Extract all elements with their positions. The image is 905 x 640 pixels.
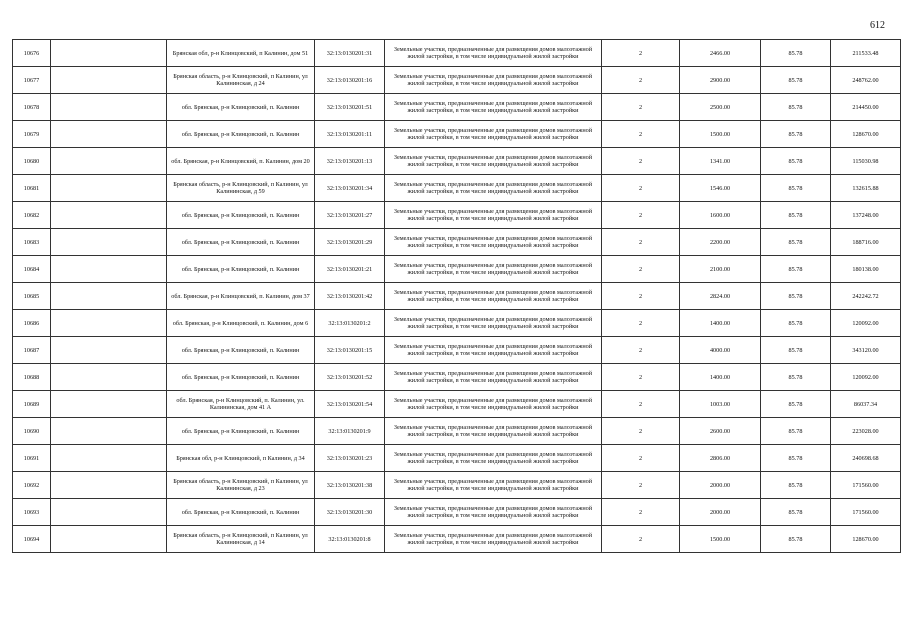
- area-cell: 2500.00: [680, 94, 761, 121]
- empty-cell: [51, 175, 167, 202]
- rate-cell: 85.78: [761, 391, 831, 418]
- row-number: 10682: [13, 202, 51, 229]
- empty-cell: [51, 94, 167, 121]
- table-row: [13, 499, 901, 526]
- table-row: [13, 526, 901, 553]
- table-row: [13, 121, 901, 148]
- cadastral-number-cell: 32:13:0130201:8: [315, 526, 385, 553]
- description-cell: Земельные участки, предназначенные для размещения домов малоэтажной жилой застройки, в том числе индивидуальной жилой застройки: [385, 148, 602, 175]
- row-number: 10677: [13, 67, 51, 94]
- table-row: [13, 445, 901, 472]
- row-number: 10686: [13, 310, 51, 337]
- table-row: [13, 40, 901, 67]
- empty-cell: [51, 418, 167, 445]
- empty-cell: [51, 202, 167, 229]
- row-number: 10679: [13, 121, 51, 148]
- description-cell: Земельные участки, предназначенные для размещения домов малоэтажной жилой застройки, в том числе индивидуальной жилой застройки: [385, 391, 602, 418]
- cost-cell: 120092.00: [831, 310, 901, 337]
- cadastral-number-cell: 32:13:0130201:29: [315, 229, 385, 256]
- area-cell: 1500.00: [680, 121, 761, 148]
- table-row: [13, 391, 901, 418]
- cost-cell: 188716.00: [831, 229, 901, 256]
- cost-cell: 86037.34: [831, 391, 901, 418]
- address-cell: обл. Брянская, р-н Клинцовский, п. Калинин: [167, 364, 315, 391]
- rate-cell: 85.78: [761, 229, 831, 256]
- group-cell: 2: [602, 337, 680, 364]
- cost-cell: 132615.88: [831, 175, 901, 202]
- empty-cell: [51, 445, 167, 472]
- group-cell: 2: [602, 229, 680, 256]
- empty-cell: [51, 40, 167, 67]
- area-cell: 2824.00: [680, 283, 761, 310]
- empty-cell: [51, 310, 167, 337]
- cadastral-number-cell: 32:13:0130201:54: [315, 391, 385, 418]
- cadastral-number-cell: 32:13:0130201:51: [315, 94, 385, 121]
- group-cell: 2: [602, 472, 680, 499]
- rate-cell: 85.78: [761, 310, 831, 337]
- description-cell: Земельные участки, предназначенные для размещения домов малоэтажной жилой застройки, в том числе индивидуальной жилой застройки: [385, 499, 602, 526]
- rate-cell: 85.78: [761, 148, 831, 175]
- address-cell: обл. Брянская, р-н Клинцовский, п. Калинин, ул. Калининская, дом 41 А: [167, 391, 315, 418]
- description-cell: Земельные участки, предназначенные для размещения домов малоэтажной жилой застройки, в том числе индивидуальной жилой застройки: [385, 121, 602, 148]
- description-cell: Земельные участки, предназначенные для размещения домов малоэтажной жилой застройки, в том числе индивидуальной жилой застройки: [385, 472, 602, 499]
- address-cell: обл. Брянская, р-н Клинцовский, п. Калинин, дом 37: [167, 283, 315, 310]
- cadastral-number-cell: 32:13:0130201:21: [315, 256, 385, 283]
- empty-cell: [51, 121, 167, 148]
- area-cell: 2806.00: [680, 445, 761, 472]
- description-cell: Земельные участки, предназначенные для размещения домов малоэтажной жилой застройки, в том числе индивидуальной жилой застройки: [385, 364, 602, 391]
- empty-cell: [51, 67, 167, 94]
- page-number: 612: [870, 20, 885, 31]
- address-cell: обл. Брянская, р-н Клинцовский, п. Калинин, дом 20: [167, 148, 315, 175]
- group-cell: 2: [602, 121, 680, 148]
- cost-cell: 240698.68: [831, 445, 901, 472]
- group-cell: 2: [602, 202, 680, 229]
- area-cell: 2100.00: [680, 256, 761, 283]
- cadastral-number-cell: 32:13:0130201:38: [315, 472, 385, 499]
- address-cell: обл. Брянская, р-н Клинцовский, п. Калинин: [167, 202, 315, 229]
- row-number: 10681: [13, 175, 51, 202]
- row-number: 10684: [13, 256, 51, 283]
- area-cell: 1400.00: [680, 310, 761, 337]
- table-row: [13, 202, 901, 229]
- rate-cell: 85.78: [761, 121, 831, 148]
- cost-cell: 171560.00: [831, 499, 901, 526]
- row-number: 10680: [13, 148, 51, 175]
- cost-cell: 214450.00: [831, 94, 901, 121]
- row-number: 10689: [13, 391, 51, 418]
- address-cell: обл. Брянская, р-н Клинцовский, п. Калинин: [167, 418, 315, 445]
- row-number: 10676: [13, 40, 51, 67]
- rate-cell: 85.78: [761, 94, 831, 121]
- group-cell: 2: [602, 283, 680, 310]
- address-cell: обл. Брянская, р-н Клинцовский, п. Калинин: [167, 229, 315, 256]
- rate-cell: 85.78: [761, 418, 831, 445]
- area-cell: 2600.00: [680, 418, 761, 445]
- cost-cell: 171560.00: [831, 472, 901, 499]
- description-cell: Земельные участки, предназначенные для размещения домов малоэтажной жилой застройки, в том числе индивидуальной жилой застройки: [385, 202, 602, 229]
- group-cell: 2: [602, 391, 680, 418]
- description-cell: Земельные участки, предназначенные для размещения домов малоэтажной жилой застройки, в том числе индивидуальной жилой застройки: [385, 67, 602, 94]
- row-number: 10692: [13, 472, 51, 499]
- cost-cell: 343120.00: [831, 337, 901, 364]
- area-cell: 2900.00: [680, 67, 761, 94]
- cadastral-number-cell: 32:13:0130201:52: [315, 364, 385, 391]
- empty-cell: [51, 526, 167, 553]
- area-cell: 1600.00: [680, 202, 761, 229]
- cadastral-number-cell: 32:13:0130201:31: [315, 40, 385, 67]
- cadastral-number-cell: 32:13:0130201:27: [315, 202, 385, 229]
- cost-cell: 248762.00: [831, 67, 901, 94]
- rate-cell: 85.78: [761, 499, 831, 526]
- group-cell: 2: [602, 310, 680, 337]
- cadastral-number-cell: 32:13:0130201:2: [315, 310, 385, 337]
- description-cell: Земельные участки, предназначенные для размещения домов малоэтажной жилой застройки, в том числе индивидуальной жилой застройки: [385, 526, 602, 553]
- area-cell: 1500.00: [680, 526, 761, 553]
- row-number: 10688: [13, 364, 51, 391]
- cost-cell: 180138.00: [831, 256, 901, 283]
- address-cell: Брянская область, р-н Клинцовский, п Калинин, ул Калининская, д 24: [167, 67, 315, 94]
- description-cell: Земельные участки, предназначенные для размещения домов малоэтажной жилой застройки, в том числе индивидуальной жилой застройки: [385, 175, 602, 202]
- area-cell: 1341.00: [680, 148, 761, 175]
- rate-cell: 85.78: [761, 364, 831, 391]
- table-row: [13, 229, 901, 256]
- area-cell: 2200.00: [680, 229, 761, 256]
- group-cell: 2: [602, 526, 680, 553]
- area-cell: 2000.00: [680, 472, 761, 499]
- table-row: [13, 67, 901, 94]
- rate-cell: 85.78: [761, 40, 831, 67]
- row-number: 10693: [13, 499, 51, 526]
- empty-cell: [51, 472, 167, 499]
- rate-cell: 85.78: [761, 283, 831, 310]
- address-cell: Брянская область, р-н Клинцовский, п Калинин, ул Калининская, д 14: [167, 526, 315, 553]
- cadastral-number-cell: 32:13:0130201:34: [315, 175, 385, 202]
- table-row: [13, 418, 901, 445]
- rate-cell: 85.78: [761, 526, 831, 553]
- group-cell: 2: [602, 175, 680, 202]
- table-row: [13, 94, 901, 121]
- group-cell: 2: [602, 148, 680, 175]
- address-cell: обл. Брянская, р-н Клинцовский, п. Калинин: [167, 94, 315, 121]
- cost-cell: 115030.98: [831, 148, 901, 175]
- row-number: 10690: [13, 418, 51, 445]
- table-row: [13, 310, 901, 337]
- description-cell: Земельные участки, предназначенные для размещения домов малоэтажной жилой застройки, в том числе индивидуальной жилой застройки: [385, 40, 602, 67]
- address-cell: Брянская обл, р-н Клинцовский, п Калинин, дом 51: [167, 40, 315, 67]
- group-cell: 2: [602, 364, 680, 391]
- description-cell: Земельные участки, предназначенные для размещения домов малоэтажной жилой застройки, в том числе индивидуальной жилой застройки: [385, 94, 602, 121]
- row-number: 10694: [13, 526, 51, 553]
- cadastral-number-cell: 32:13:0130201:13: [315, 148, 385, 175]
- group-cell: 2: [602, 256, 680, 283]
- area-cell: 1400.00: [680, 364, 761, 391]
- description-cell: Земельные участки, предназначенные для размещения домов малоэтажной жилой застройки, в том числе индивидуальной жилой застройки: [385, 283, 602, 310]
- rate-cell: 85.78: [761, 337, 831, 364]
- address-cell: Брянская область, р-н Клинцовский, п Калинин, ул Калининская, д 59: [167, 175, 315, 202]
- cadastral-number-cell: 32:13:0130201:30: [315, 499, 385, 526]
- address-cell: Брянская область, р-н Клинцовский, п Калинин, ул Калининская, д 23: [167, 472, 315, 499]
- empty-cell: [51, 283, 167, 310]
- address-cell: обл. Брянская, р-н Клинцовский, п. Калинин: [167, 256, 315, 283]
- rate-cell: 85.78: [761, 202, 831, 229]
- empty-cell: [51, 229, 167, 256]
- cadastral-number-cell: 32:13:0130201:15: [315, 337, 385, 364]
- area-cell: 1546.00: [680, 175, 761, 202]
- description-cell: Земельные участки, предназначенные для размещения домов малоэтажной жилой застройки, в том числе индивидуальной жилой застройки: [385, 256, 602, 283]
- description-cell: Земельные участки, предназначенные для размещения домов малоэтажной жилой застройки, в том числе индивидуальной жилой застройки: [385, 337, 602, 364]
- cost-cell: 128670.00: [831, 121, 901, 148]
- empty-cell: [51, 256, 167, 283]
- area-cell: 2000.00: [680, 499, 761, 526]
- address-cell: обл. Брянская, р-н Клинцовский, п. Калинин, дом 6: [167, 310, 315, 337]
- rate-cell: 85.78: [761, 67, 831, 94]
- cost-cell: 120092.00: [831, 364, 901, 391]
- rate-cell: 85.78: [761, 175, 831, 202]
- cadastral-number-cell: 32:13:0130201:9: [315, 418, 385, 445]
- row-number: 10685: [13, 283, 51, 310]
- area-cell: 2466.00: [680, 40, 761, 67]
- rate-cell: 85.78: [761, 445, 831, 472]
- empty-cell: [51, 337, 167, 364]
- area-cell: 4000.00: [680, 337, 761, 364]
- empty-cell: [51, 391, 167, 418]
- table-row: [13, 256, 901, 283]
- group-cell: 2: [602, 67, 680, 94]
- group-cell: 2: [602, 445, 680, 472]
- group-cell: 2: [602, 418, 680, 445]
- group-cell: 2: [602, 40, 680, 67]
- group-cell: 2: [602, 94, 680, 121]
- description-cell: Земельные участки, предназначенные для размещения домов малоэтажной жилой застройки, в том числе индивидуальной жилой застройки: [385, 310, 602, 337]
- address-cell: обл. Брянская, р-н Клинцовский, п. Калинин: [167, 121, 315, 148]
- group-cell: 2: [602, 499, 680, 526]
- cost-cell: 242242.72: [831, 283, 901, 310]
- cost-cell: 137248.00: [831, 202, 901, 229]
- cadastral-number-cell: 32:13:0130201:11: [315, 121, 385, 148]
- row-number: 10691: [13, 445, 51, 472]
- row-number: 10687: [13, 337, 51, 364]
- empty-cell: [51, 499, 167, 526]
- row-number: 10678: [13, 94, 51, 121]
- description-cell: Земельные участки, предназначенные для размещения домов малоэтажной жилой застройки, в том числе индивидуальной жилой застройки: [385, 418, 602, 445]
- cadastral-number-cell: 32:13:0130201:23: [315, 445, 385, 472]
- address-cell: Брянская обл, р-н Клинцовский, п Калинин, д 34: [167, 445, 315, 472]
- empty-cell: [51, 364, 167, 391]
- cost-cell: 223028.00: [831, 418, 901, 445]
- row-number: 10683: [13, 229, 51, 256]
- rate-cell: 85.78: [761, 256, 831, 283]
- cost-cell: 211533.48: [831, 40, 901, 67]
- table-row: [13, 364, 901, 391]
- address-cell: обл. Брянская, р-н Клинцовский, п. Калинин: [167, 499, 315, 526]
- table-row: [13, 472, 901, 499]
- cadastral-number-cell: 32:13:0130201:42: [315, 283, 385, 310]
- rate-cell: 85.78: [761, 472, 831, 499]
- description-cell: Земельные участки, предназначенные для размещения домов малоэтажной жилой застройки, в том числе индивидуальной жилой застройки: [385, 229, 602, 256]
- cost-cell: 128670.00: [831, 526, 901, 553]
- empty-cell: [51, 148, 167, 175]
- table-row: [13, 148, 901, 175]
- area-cell: 1003.00: [680, 391, 761, 418]
- table-row: [13, 337, 901, 364]
- cadastral-number-cell: 32:13:0130201:16: [315, 67, 385, 94]
- address-cell: обл. Брянская, р-н Клинцовский, п. Калинин: [167, 337, 315, 364]
- cadastral-table: [12, 39, 901, 553]
- table-row: [13, 283, 901, 310]
- description-cell: Земельные участки, предназначенные для размещения домов малоэтажной жилой застройки, в том числе индивидуальной жилой застройки: [385, 445, 602, 472]
- table-row: [13, 175, 901, 202]
